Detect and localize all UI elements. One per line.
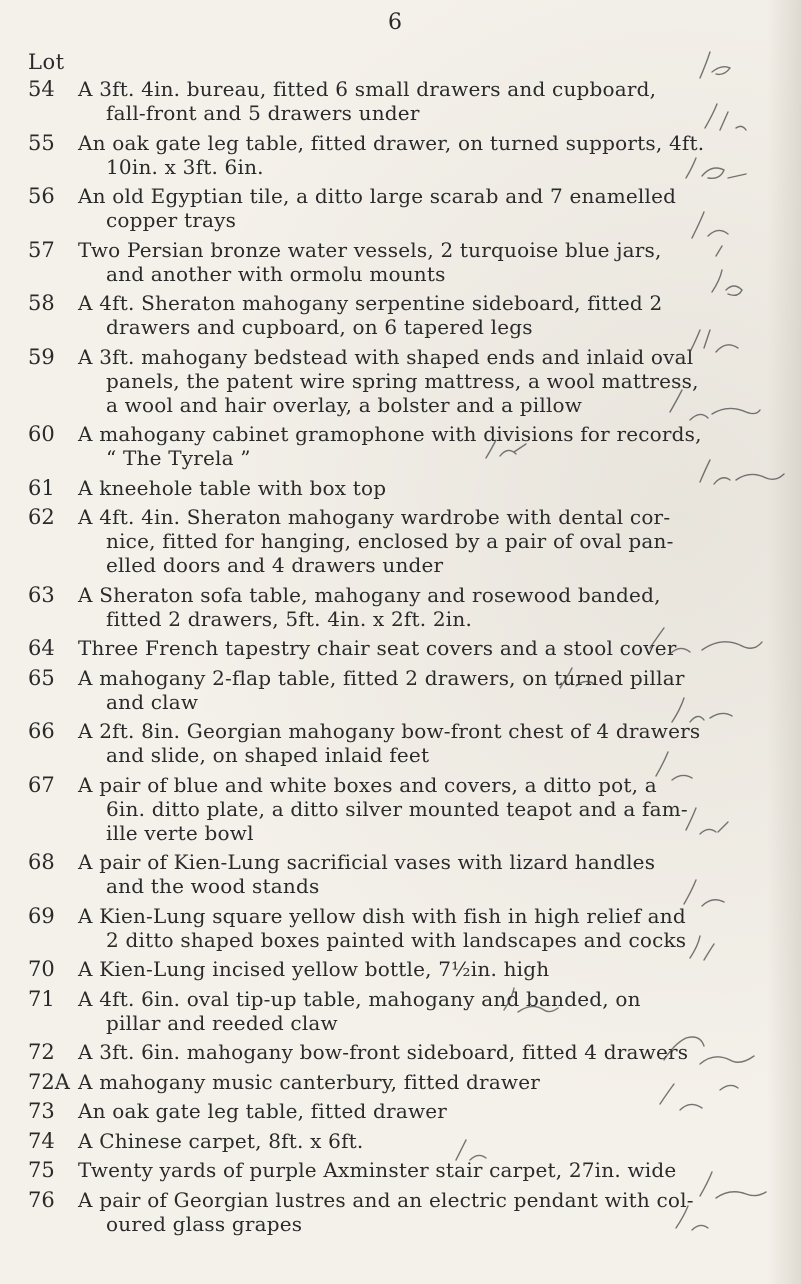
lot-number: 72 [28, 1040, 55, 1064]
lot-entry [28, 345, 773, 417]
lot-description-continued: drawers and cupboard, on 6 tapered legs [106, 315, 533, 339]
lot-description-continued: “ The Tyrela ” [106, 446, 251, 470]
lot-entry [28, 238, 773, 286]
lot-description: An oak gate leg table, fitted drawer [78, 1099, 448, 1123]
lot-description-continued: and another with ormolu mounts [106, 261, 446, 286]
lot-number: 58 [28, 291, 55, 315]
lot-description-continued: fitted 2 drawers, 5ft. 4in. x 2ft. 2in. [106, 606, 473, 631]
lot-entry [28, 1099, 773, 1123]
lot-number: 69 [28, 903, 55, 928]
lot-entry [28, 1040, 773, 1064]
lot-description: A kneehole table with box top [78, 475, 387, 500]
lot-description: A Kien-Lung incised yellow bottle, 7½in. high [78, 957, 550, 981]
lot-number: 59 [28, 344, 55, 369]
lot-description: Two Persian bronze water vessels, 2 turquoise blue jars, [78, 237, 662, 262]
lot-number: 62 [28, 505, 55, 529]
lot-description-continued: oured glass grapes [106, 1211, 303, 1236]
lot-list [28, 77, 773, 1241]
lot-number: 56 [28, 184, 55, 208]
lot-number: 66 [28, 719, 55, 743]
lot-entry [28, 719, 773, 767]
lot-description-continued: panels, the patent wire spring mattress, a wool mattress, [106, 368, 699, 393]
lot-number: 65 [28, 665, 55, 690]
lot-description: Three French tapestry chair seat covers and a stool cover [78, 636, 677, 660]
lot-description: A mahogany music canterbury, fitted drawer [78, 1069, 541, 1094]
lot-number: 64 [28, 636, 55, 660]
lot-entry [28, 583, 773, 631]
lot-description: A pair of Kien-Lung sacrificial vases with lizard handles [78, 850, 656, 874]
lot-description: A 3ft. 6in. mahogany bow-front sideboard, fitted 4 drawers [78, 1040, 689, 1064]
lot-description-continued: and slide, on shaped inlaid feet [106, 743, 430, 767]
lot-number: 72A [28, 1069, 70, 1094]
lot-description: A 4ft. Sheraton mahogany serpentine sideboard, fitted 2 [78, 291, 663, 315]
lot-description-continued: pillar and reeded claw [106, 1010, 338, 1035]
lot-entry [28, 987, 773, 1035]
annotation-mark-54 [700, 52, 730, 78]
lot-description-continued: fall-front and 5 drawers under [106, 101, 420, 125]
lot-number: 75 [28, 1158, 55, 1182]
lot-description: A 2ft. 8in. Georgian mahogany bow-front chest of 4 drawers [78, 719, 701, 743]
lot-entry [28, 1158, 773, 1182]
lot-description: A 4ft. 6in. oval tip-up table, mahogany and banded, on [78, 986, 641, 1011]
lot-entry [28, 773, 773, 845]
lot-description: Twenty yards of purple Axminster stair carpet, 27in. wide [78, 1158, 677, 1182]
lot-number: 60 [28, 422, 55, 446]
lot-entry [28, 77, 773, 125]
lot-entry [28, 850, 773, 898]
lot-entry [28, 505, 773, 577]
lot-description-continued: elled doors and 4 drawers under [106, 553, 444, 577]
lot-description: A mahogany 2-flap table, fitted 2 drawers, on turned pillar [78, 665, 685, 690]
lot-number: 61 [28, 475, 55, 500]
lot-number: 76 [28, 1187, 55, 1212]
lot-number: 54 [28, 77, 55, 101]
lot-number: 63 [28, 582, 55, 607]
lot-entry [28, 1188, 773, 1236]
lot-description: A mahogany cabinet gramophone with divisions for records, [78, 422, 702, 446]
lot-number: 57 [28, 237, 55, 262]
lot-entry [28, 904, 773, 952]
lot-number: 70 [28, 957, 55, 981]
lot-entry [28, 422, 773, 470]
lot-number: 74 [28, 1128, 55, 1153]
lot-description: A Chinese carpet, 8ft. x 6ft. [78, 1128, 364, 1153]
lot-description-continued: nice, fitted for hanging, enclosed by a pair of oval pan- [106, 529, 674, 553]
lot-description-continued: a wool and hair overlay, a bolster and a pillow [106, 392, 583, 417]
lot-description: An old Egyptian tile, a ditto large scarab and 7 enamelled [78, 184, 677, 208]
lot-description-continued: and the wood stands [106, 874, 320, 898]
lot-description-continued: copper trays [106, 208, 237, 232]
lot-entry [28, 476, 773, 500]
lot-description-continued: ille verte bowl [106, 820, 254, 845]
lot-entry [28, 636, 773, 660]
lot-entry [28, 131, 773, 179]
lot-description: A Sheraton sofa table, mahogany and rosewood banded, [78, 582, 661, 607]
lot-number: 71 [28, 986, 55, 1011]
lot-entry [28, 1070, 773, 1094]
lot-description: An oak gate leg table, fitted drawer, on turned supports, 4ft. [78, 130, 705, 155]
lot-description: A 3ft. mahogany bedstead with shaped ends and inlaid oval [78, 344, 694, 369]
lot-description-continued: 10in. x 3ft. 6in. [106, 154, 264, 179]
lot-description: A pair of Georgian lustres and an electric pendant with col- [78, 1187, 694, 1212]
lot-number: 73 [28, 1099, 55, 1123]
lot-entry [28, 291, 773, 339]
lot-description-continued: and claw [106, 689, 199, 714]
lot-entry [28, 957, 773, 981]
lot-number: 55 [28, 130, 55, 155]
lot-number: 67 [28, 772, 55, 797]
lot-description: A 3ft. 4in. bureau, fitted 6 small drawers and cupboard, [78, 77, 657, 101]
page-number: 6 [388, 10, 403, 35]
lot-description: A Kien-Lung square yellow dish with fish in high relief and [78, 903, 686, 928]
lot-entry [28, 184, 773, 232]
lot-description-continued: 6in. ditto plate, a ditto silver mounted teapot and a fam- [106, 796, 688, 821]
lot-entry [28, 1129, 773, 1153]
lot-number: 68 [28, 850, 55, 874]
lot-entry [28, 666, 773, 714]
lot-description: A 4ft. 4in. Sheraton mahogany wardrobe with dental cor- [78, 505, 671, 529]
lot-description-continued: 2 ditto shaped boxes painted with landscapes and cocks [106, 927, 687, 952]
lot-description: A pair of blue and white boxes and covers, a ditto pot, a [78, 772, 657, 797]
lot-column-header: Lot [28, 50, 65, 74]
